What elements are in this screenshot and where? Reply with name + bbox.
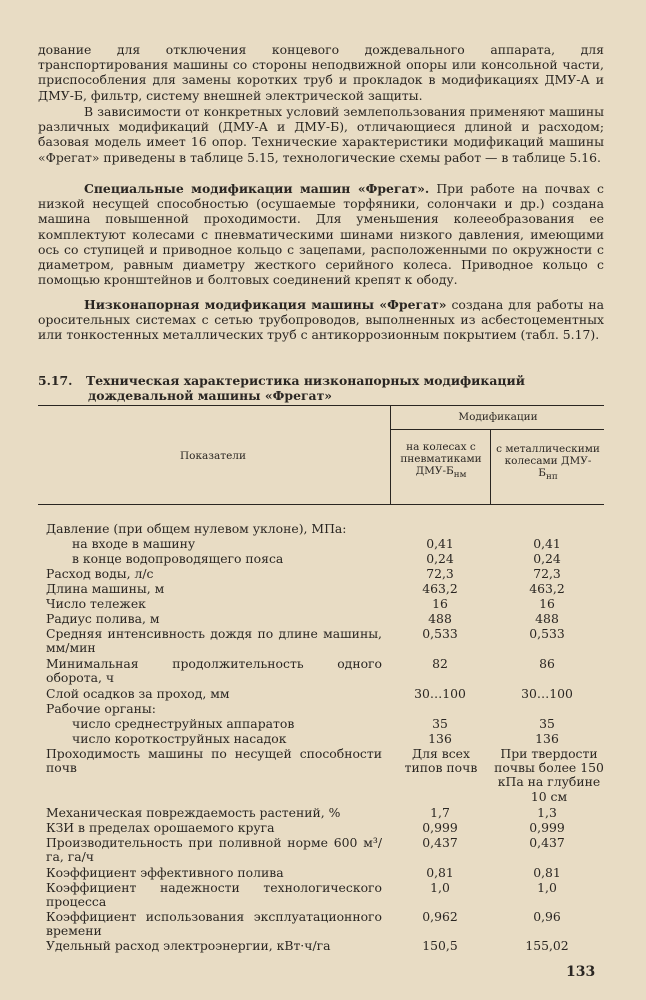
row-label: Расход воды, л/с [46, 566, 154, 581]
header-pneumatic-wheels-text: на колесах с пневматиками ДМУ-Б [400, 441, 482, 477]
row-label: КЗИ в пределах орошаемого круга [46, 820, 275, 835]
row-label: число короткоструйных насадок [72, 731, 287, 746]
row-value-pneumatic: 0,999 [422, 820, 458, 835]
page-number: 133 [566, 964, 596, 980]
row-value-metal: 0,41 [533, 536, 561, 551]
row-value-metal: 0,81 [533, 865, 561, 880]
row-value-pneumatic: 0,437 [422, 835, 458, 850]
row-label: Давление (при общем нулевом уклоне), МПа: [46, 521, 347, 536]
table-caption [38, 373, 598, 403]
row-value-metal: 35 [539, 716, 555, 731]
row-label: Проходимость машины по несущей способности почв [46, 746, 382, 776]
row-value-pneumatic: 0,533 [422, 626, 458, 641]
special-modifications-text: При работе на почвах с низкой несущей способностью (осушаемые торфяники, солончаки и др.) создана машина повышенной проходимости. Для уменьшения колееобразования ее комплектуют колесами с пневматическими шинами низкого давления, имеющими ось со ступицей и приводное кольцо с зацепами, расположенными по окружности с диаметром, равным диаметру жесткого серийного колеса. Приводное кольцо с помощью кронштейнов и болтовых соединений крепят к ободу. [38, 181, 604, 288]
header-modifications: Модификации [458, 411, 538, 423]
header-bottom-rule [38, 504, 604, 505]
low-pressure-heading: Низконапорная модификация машины «Фрегат» [84, 297, 447, 312]
row-value-metal: 463,2 [529, 581, 565, 596]
row-label: Коэффициент использования эксплуатационного времени [46, 909, 382, 939]
header-pneumatic-wheels-subscript: нм [453, 470, 467, 481]
row-value-pneumatic: 35 [432, 716, 448, 731]
row-value-metal: При твердости почвы более 150 кПа на глубине 10 см [494, 746, 604, 804]
paragraph-intro-continuation: дование для отключения концевого дождевального аппарата, для транспортирования машины со стороны неподвижной опоры или консольной части, приспособления для замены коротких труб и прокладок в модификациях ДМУ-А и ДМУ-Б, фильтр, систему внешней электрической защиты. [38, 42, 604, 103]
row-value-pneumatic: Для всех типов почв [404, 746, 478, 776]
row-value-pneumatic: 0,24 [426, 551, 454, 566]
row-value-pneumatic: 488 [428, 611, 452, 626]
row-value-metal: 86 [539, 656, 555, 671]
row-value-metal: 1,3 [537, 805, 557, 820]
special-modifications-heading: Специальные модификации машин «Фрегат». [84, 181, 430, 196]
row-value-metal: 0,999 [529, 820, 565, 835]
paragraph-modifications: В зависимости от конкретных условий землепользования применяют машины различных модификаций (ДМУ-А и ДМУ-Б), отличающиеся длиной и расходом; базовая модель имеет 16 опор. Технические характеристики модификаций машины «Фрегат» приведены в таблице 5.15, технологические схемы работ — в таблице 5.16. [38, 104, 604, 165]
row-value-pneumatic: 0,962 [422, 909, 458, 924]
row-value-metal: 1,0 [537, 880, 557, 895]
row-value-pneumatic: 0,81 [426, 865, 454, 880]
row-label: число среднеструйных аппаратов [72, 716, 295, 731]
header-vertical-rule-1 [390, 406, 391, 504]
row-label: Удельный расход электроэнергии, кВт·ч/га [46, 938, 331, 953]
row-value-metal: 0,96 [533, 909, 561, 924]
row-value-pneumatic: 30…100 [414, 686, 466, 701]
row-value-metal: 0,533 [529, 626, 565, 641]
row-value-metal: 0,24 [533, 551, 561, 566]
header-group-rule [390, 429, 604, 430]
header-metal-wheels-text: с металлическими колесами ДМУ-Б [496, 443, 600, 479]
row-value-pneumatic: 1,7 [430, 805, 450, 820]
row-label: в конце водопроводящего пояса [72, 551, 284, 566]
row-value-pneumatic: 72,3 [426, 566, 454, 581]
header-parameters: Показатели [180, 450, 246, 462]
row-label: Коэффициент эффективного полива [46, 865, 284, 880]
row-label: на входе в машину [72, 536, 196, 551]
header-metal-wheels [496, 443, 600, 483]
row-label: Слой осадков за проход, мм [46, 686, 230, 701]
row-value-metal: 0,437 [529, 835, 565, 850]
row-value-pneumatic: 150,5 [422, 938, 458, 953]
table-top-rule [38, 405, 604, 406]
table-number: 5.17. [38, 373, 73, 388]
row-value-metal: 16 [539, 596, 555, 611]
header-metal-wheels-subscript: нп [546, 472, 558, 483]
row-value-metal: 155,02 [525, 938, 569, 953]
paragraph-special-modifications [38, 181, 604, 287]
row-label: Производительность при поливной норме 600 м³/га, га/ч [46, 835, 382, 865]
row-label: Механическая повреждаемость растений, % [46, 805, 341, 820]
row-label: Радиус полива, м [46, 611, 160, 626]
row-value-metal: 30…100 [521, 686, 573, 701]
header-pneumatic-wheels [396, 441, 486, 481]
row-value-pneumatic: 82 [432, 656, 448, 671]
table-title-line2: дождевальной машины «Фрегат» [88, 388, 332, 403]
row-label: Коэффициент надежности технологического процесса [46, 880, 382, 910]
header-vertical-rule-2 [490, 430, 491, 504]
row-value-metal: 72,3 [533, 566, 561, 581]
row-label: Рабочие органы: [46, 701, 156, 716]
row-value-pneumatic: 136 [428, 731, 452, 746]
row-value-pneumatic: 1,0 [430, 880, 450, 895]
low-pressure-text: создана для работы на оросительных системах с сетью трубопроводов, выполненных из асбестоцементных или тонкостенных металлических труб с антикоррозионным покрытием (табл. 5.17). [38, 297, 604, 343]
row-value-pneumatic: 16 [432, 596, 448, 611]
row-label: Средняя интенсивность дождя по длине машины, мм/мин [46, 626, 382, 656]
row-label: Число тележек [46, 596, 146, 611]
paragraph-low-pressure [38, 297, 604, 343]
table-title-line1: Техническая характеристика низконапорных модификаций [86, 373, 525, 388]
row-label: Длина машины, м [46, 581, 165, 596]
row-value-pneumatic: 463,2 [422, 581, 458, 596]
row-value-pneumatic: 0,41 [426, 536, 454, 551]
row-value-metal: 488 [535, 611, 559, 626]
row-label: Минимальная продолжительность одного оборота, ч [46, 656, 382, 686]
row-value-metal: 136 [535, 731, 559, 746]
